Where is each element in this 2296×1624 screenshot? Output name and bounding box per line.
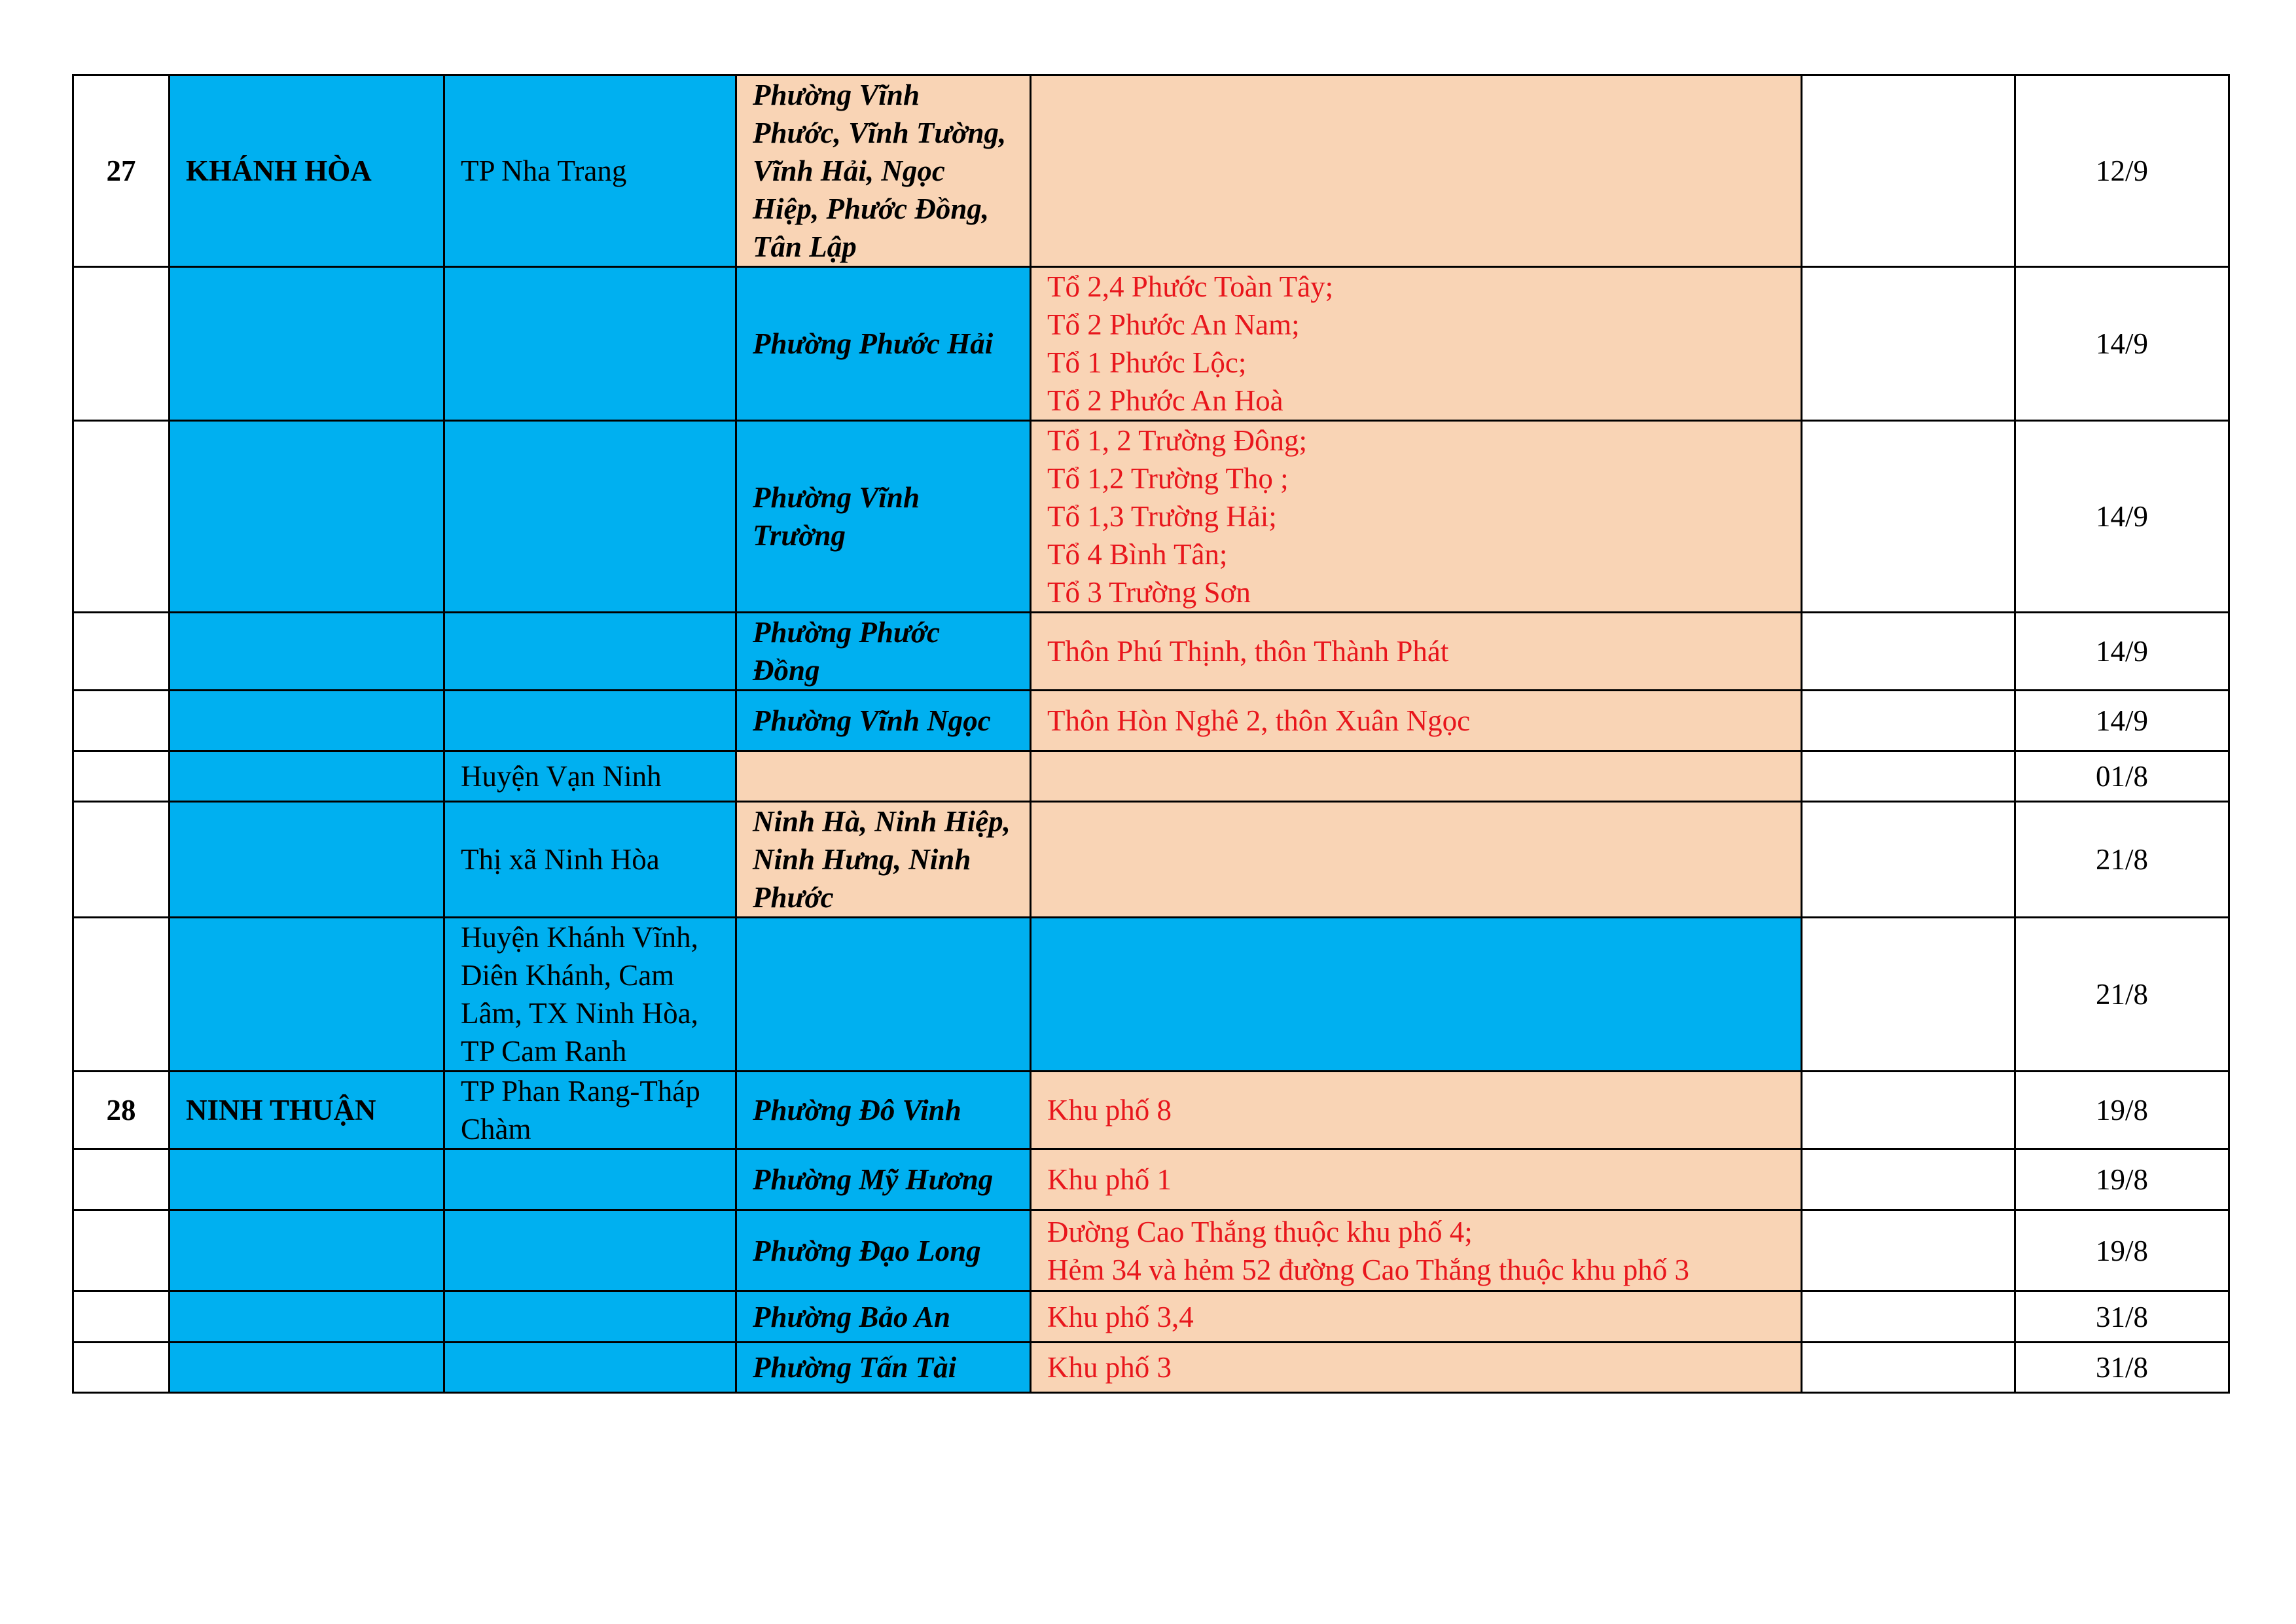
cell-no — [73, 1210, 170, 1291]
table-row — [73, 1343, 2229, 1393]
cell-note — [1802, 1343, 2015, 1393]
table-body — [73, 75, 2229, 1393]
cell-province — [170, 267, 444, 421]
cell-note — [1802, 1072, 2015, 1149]
cell-ward: Phường Mỹ Hương — [736, 1149, 1031, 1210]
cell-district: Thị xã Ninh Hòa — [444, 802, 736, 918]
cell-ward: Phường Tấn Tài — [736, 1343, 1031, 1393]
cell-ward: Ninh Hà, Ninh Hiệp, Ninh Hưng, Ninh Phước — [736, 802, 1031, 918]
cell-date: 19/8 — [2015, 1072, 2229, 1149]
cell-no — [73, 1149, 170, 1210]
cell-ward: Phường Vĩnh Trường — [736, 421, 1031, 613]
cell-province — [170, 1149, 444, 1210]
cell-no — [73, 421, 170, 613]
cell-date: 31/8 — [2015, 1291, 2229, 1343]
cell-area — [1031, 75, 1802, 267]
cell-date: 14/9 — [2015, 691, 2229, 751]
cell-note — [1802, 691, 2015, 751]
cell-province — [170, 421, 444, 613]
cell-area: Thôn Hòn Nghê 2, thôn Xuân Ngọc — [1031, 691, 1802, 751]
cell-ward: Phường Vĩnh Ngọc — [736, 691, 1031, 751]
cell-date: 14/9 — [2015, 421, 2229, 613]
table-row — [73, 1210, 2229, 1291]
cell-no — [73, 802, 170, 918]
cell-area — [1031, 918, 1802, 1072]
cell-date: 21/8 — [2015, 802, 2229, 918]
table-row — [73, 75, 2229, 267]
cell-area: Tổ 1, 2 Trường Đông; Tổ 1,2 Trường Thọ ; Tổ 1,3 Trường Hải; Tổ 4 Bình Tân; Tổ 3 Trường Sơn — [1031, 421, 1802, 613]
cell-district — [444, 267, 736, 421]
cell-note — [1802, 1291, 2015, 1343]
cell-ward: Phường Phước Đồng — [736, 613, 1031, 691]
cell-ward — [736, 751, 1031, 802]
cell-province: NINH THUẬN — [170, 1072, 444, 1149]
cell-district — [444, 1291, 736, 1343]
cell-note — [1802, 421, 2015, 613]
cell-note — [1802, 918, 2015, 1072]
cell-area — [1031, 751, 1802, 802]
cell-district — [444, 613, 736, 691]
cell-note — [1802, 802, 2015, 918]
cell-date: 14/9 — [2015, 267, 2229, 421]
cell-date: 14/9 — [2015, 613, 2229, 691]
cell-no — [73, 267, 170, 421]
cell-note — [1802, 1210, 2015, 1291]
cell-no — [73, 613, 170, 691]
cell-area: Khu phố 3 — [1031, 1343, 1802, 1393]
table-row — [73, 918, 2229, 1072]
cell-province: KHÁNH HÒA — [170, 75, 444, 267]
cell-district — [444, 1210, 736, 1291]
table-row — [73, 802, 2229, 918]
cell-no — [73, 918, 170, 1072]
cell-note — [1802, 1149, 2015, 1210]
cell-no: 28 — [73, 1072, 170, 1149]
cell-district — [444, 421, 736, 613]
cell-note — [1802, 613, 2015, 691]
cell-note — [1802, 75, 2015, 267]
cell-area: Khu phố 1 — [1031, 1149, 1802, 1210]
cell-province — [170, 918, 444, 1072]
cell-district — [444, 691, 736, 751]
cell-ward: Phường Đạo Long — [736, 1210, 1031, 1291]
cell-note — [1802, 267, 2015, 421]
cell-no — [73, 1343, 170, 1393]
cell-area: Đường Cao Thắng thuộc khu phố 4; Hẻm 34 và hẻm 52 đường Cao Thắng thuộc khu phố 3 — [1031, 1210, 1802, 1291]
cell-province — [170, 613, 444, 691]
cell-ward — [736, 918, 1031, 1072]
cell-no — [73, 1291, 170, 1343]
table-row — [73, 1072, 2229, 1149]
cell-no — [73, 751, 170, 802]
cell-area: Khu phố 3,4 — [1031, 1291, 1802, 1343]
cell-ward: Phường Phước Hải — [736, 267, 1031, 421]
cell-date: 12/9 — [2015, 75, 2229, 267]
table-row — [73, 691, 2229, 751]
cell-date: 21/8 — [2015, 918, 2229, 1072]
cell-district: TP Phan Rang-Tháp Chàm — [444, 1072, 736, 1149]
cell-province — [170, 691, 444, 751]
cell-date: 19/8 — [2015, 1210, 2229, 1291]
cell-province — [170, 1291, 444, 1343]
cell-district — [444, 1149, 736, 1210]
cell-no: 27 — [73, 75, 170, 267]
table-row — [73, 421, 2229, 613]
cell-note — [1802, 751, 2015, 802]
cell-date: 19/8 — [2015, 1149, 2229, 1210]
cell-ward: Phường Đô Vinh — [736, 1072, 1031, 1149]
cell-province — [170, 802, 444, 918]
cell-date: 31/8 — [2015, 1343, 2229, 1393]
cell-no — [73, 691, 170, 751]
cell-province — [170, 751, 444, 802]
data-table — [72, 74, 2230, 1394]
table-row — [73, 267, 2229, 421]
table-row — [73, 613, 2229, 691]
cell-area: Tổ 2,4 Phước Toàn Tây; Tổ 2 Phước An Nam; Tổ 1 Phước Lộc; Tổ 2 Phước An Hoà — [1031, 267, 1802, 421]
cell-district: TP Nha Trang — [444, 75, 736, 267]
cell-province — [170, 1210, 444, 1291]
cell-province — [170, 1343, 444, 1393]
cell-district — [444, 1343, 736, 1393]
table-row — [73, 1291, 2229, 1343]
table-row — [73, 1149, 2229, 1210]
cell-district: Huyện Khánh Vĩnh, Diên Khánh, Cam Lâm, TX Ninh Hòa, TP Cam Ranh — [444, 918, 736, 1072]
cell-area: Khu phố 8 — [1031, 1072, 1802, 1149]
cell-district: Huyện Vạn Ninh — [444, 751, 736, 802]
cell-area — [1031, 802, 1802, 918]
table-row — [73, 751, 2229, 802]
cell-ward: Phường Vĩnh Phước, Vĩnh Tường, Vĩnh Hải, Ngọc Hiệp, Phước Đồng, Tân Lập — [736, 75, 1031, 267]
cell-ward: Phường Bảo An — [736, 1291, 1031, 1343]
cell-date: 01/8 — [2015, 751, 2229, 802]
cell-area: Thôn Phú Thịnh, thôn Thành Phát — [1031, 613, 1802, 691]
